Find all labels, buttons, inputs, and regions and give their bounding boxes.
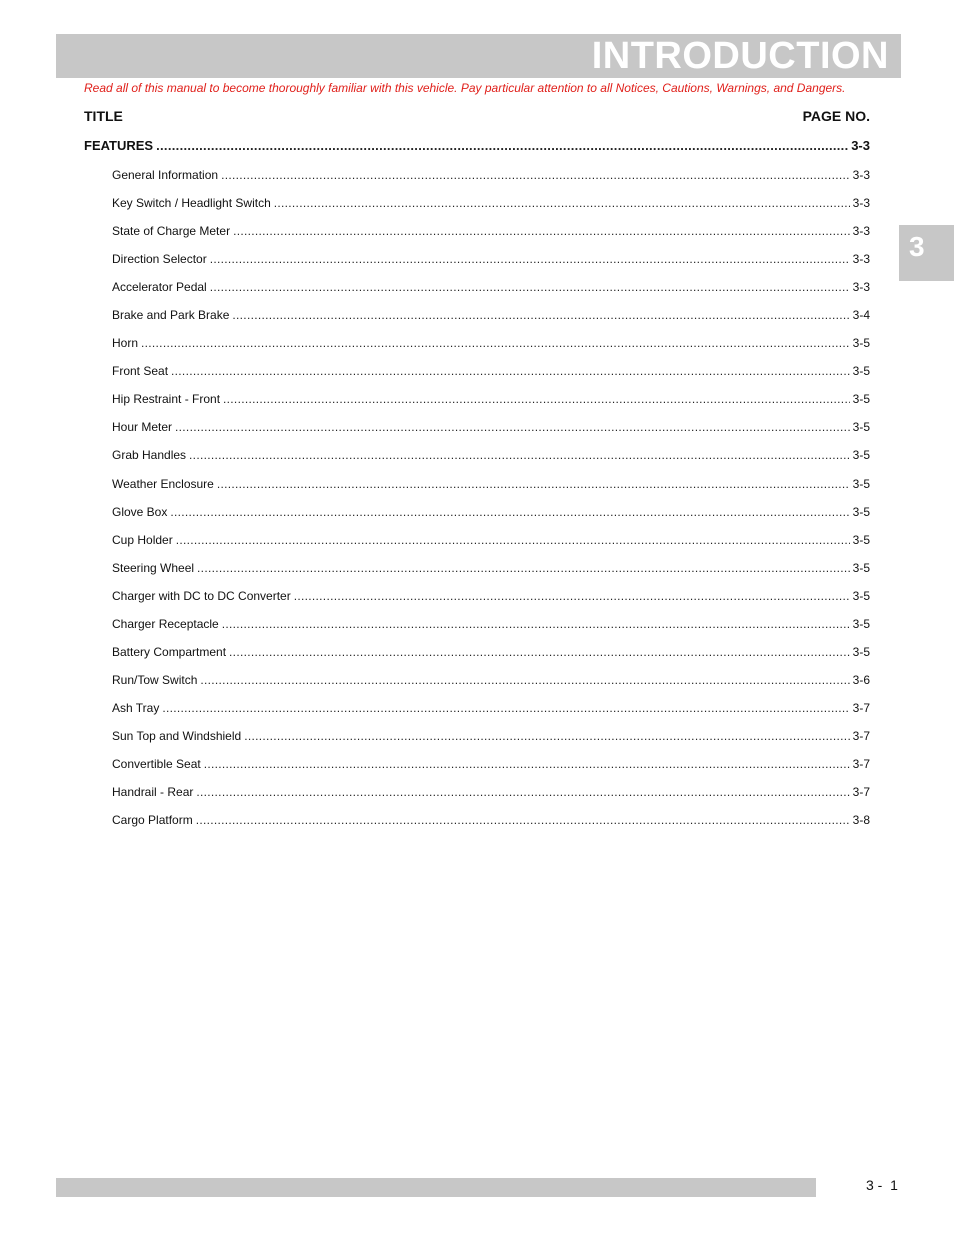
toc-item[interactable]	[84, 364, 870, 392]
toc-leader-dots	[210, 280, 850, 294]
toc-leader-dots	[233, 224, 850, 238]
toc-item-page: 3-5	[852, 644, 870, 659]
column-header-title: TITLE	[84, 108, 123, 124]
toc-section-label: FEATURES	[84, 138, 154, 153]
toc-item-page: 3-7	[852, 785, 870, 800]
toc-item-page: 3-3	[852, 168, 870, 182]
toc-item-label: Handrail - Rear	[112, 785, 194, 800]
toc-leader-dots	[221, 168, 850, 182]
toc-item[interactable]	[84, 757, 870, 785]
toc-leader-dots	[229, 645, 850, 659]
toc-leader-dots	[196, 785, 849, 799]
toc-leader-dots	[189, 448, 850, 462]
toc-item[interactable]	[84, 673, 870, 701]
toc-item-page: 3-5	[852, 504, 870, 519]
toc-item-label: Ash Tray	[112, 700, 160, 715]
toc-item-page: 3-5	[852, 532, 870, 547]
toc-item[interactable]	[84, 729, 870, 757]
toc-leader-dots	[162, 701, 849, 715]
toc-item-label: Grab Handles	[112, 448, 187, 463]
footer-page-number: 3 - 1	[866, 1177, 898, 1193]
toc-leader-dots	[196, 813, 850, 827]
toc-item[interactable]	[84, 392, 870, 420]
toc-leader-dots	[232, 308, 849, 322]
toc-item-label: Sun Top and Windshield	[112, 728, 242, 743]
header-bar	[56, 34, 901, 78]
toc-item-label: Glove Box	[112, 504, 168, 519]
toc-item-page: 3-5	[852, 560, 870, 575]
page-title: INTRODUCTION	[591, 35, 889, 77]
toc-item-page: 3-5	[852, 392, 870, 407]
toc-item[interactable]	[84, 336, 870, 364]
toc-item-label: Cargo Platform	[112, 813, 193, 828]
footer-bar	[56, 1178, 816, 1197]
toc-item[interactable]	[84, 252, 870, 280]
toc-item[interactable]	[84, 168, 870, 196]
toc-item[interactable]	[84, 589, 870, 617]
toc-item-page: 3-7	[852, 728, 870, 743]
toc-item-label: Hip Restraint - Front	[112, 392, 221, 407]
toc-item-label: Key Switch / Headlight Switch	[112, 196, 271, 211]
toc-leader-dots	[156, 138, 848, 153]
toc-item-label: Charger Receptacle	[112, 616, 219, 631]
toc-item[interactable]	[84, 280, 870, 308]
toc-leader-dots	[170, 505, 849, 519]
toc-item-label: Run/Tow Switch	[112, 672, 198, 687]
toc-leader-dots	[294, 589, 850, 603]
toc-item[interactable]	[84, 196, 870, 224]
intro-note: Read all of this manual to become thoroughly familiar with this vehicle. Pay particular attention to all Notices, Cautions, Warnings, and Dangers.	[84, 81, 846, 95]
toc-item-page: 3-5	[852, 364, 870, 379]
toc-item-page: 3-3	[852, 196, 870, 211]
toc-item-page: 3-3	[852, 252, 870, 267]
toc-item-page: 3-5	[852, 476, 870, 491]
toc-section-page: 3-3	[851, 138, 870, 153]
toc-item-label: Front Seat	[112, 364, 169, 379]
toc-item[interactable]	[84, 448, 870, 476]
toc-leader-dots	[176, 533, 850, 547]
toc-item-label: Steering Wheel	[112, 560, 195, 575]
toc-item-label: General Information	[112, 168, 219, 182]
column-header-page: PAGE NO.	[802, 108, 870, 124]
toc-item[interactable]	[84, 224, 870, 252]
toc-item-label: Battery Compartment	[112, 644, 227, 659]
toc-item[interactable]	[84, 477, 870, 505]
toc-item-label: Accelerator Pedal	[112, 280, 207, 295]
toc-item-page: 3-7	[852, 700, 870, 715]
toc-item[interactable]	[84, 813, 870, 841]
toc-item-page: 3-5	[852, 420, 870, 435]
toc-leader-dots	[204, 757, 850, 771]
toc-item-label: Convertible Seat	[112, 756, 201, 771]
toc-leader-dots	[175, 420, 850, 434]
toc-item-page: 3-5	[852, 336, 870, 351]
toc-item[interactable]	[84, 308, 870, 336]
toc-item-page: 3-3	[852, 224, 870, 239]
toc-item[interactable]	[84, 420, 870, 448]
toc-leader-dots	[274, 196, 850, 210]
chapter-tab	[899, 225, 954, 281]
toc-item[interactable]	[84, 505, 870, 533]
toc-item[interactable]	[84, 701, 870, 729]
toc-leader-dots	[141, 336, 850, 350]
toc-item[interactable]	[84, 533, 870, 561]
toc-section-features[interactable]	[84, 138, 870, 168]
toc-leader-dots	[210, 252, 850, 266]
toc-item-label: Hour Meter	[112, 420, 173, 435]
toc-leader-dots	[217, 477, 850, 491]
toc-item-page: 3-5	[852, 616, 870, 631]
toc-item[interactable]	[84, 617, 870, 645]
toc-item[interactable]	[84, 785, 870, 813]
toc-item-label: Cup Holder	[112, 532, 173, 547]
toc-item-page: 3-3	[852, 280, 870, 295]
toc-item-label: Direction Selector	[112, 252, 207, 267]
toc-item-page: 3-7	[852, 756, 870, 771]
toc-item[interactable]	[84, 561, 870, 589]
toc-leader-dots	[171, 364, 850, 378]
toc-item-label: Brake and Park Brake	[112, 308, 230, 323]
toc-item-label: State of Charge Meter	[112, 224, 231, 239]
table-of-contents	[84, 138, 870, 841]
toc-item-page: 3-5	[852, 448, 870, 463]
toc-leader-dots	[200, 673, 849, 687]
toc-leader-dots	[222, 617, 850, 631]
toc-item-list	[84, 168, 870, 841]
toc-item-page: 3-8	[852, 813, 870, 828]
toc-item[interactable]	[84, 645, 870, 673]
toc-item-label: Weather Enclosure	[112, 476, 214, 491]
toc-item-page: 3-5	[852, 588, 870, 603]
toc-item-label: Charger with DC to DC Converter	[112, 588, 291, 603]
toc-item-page: 3-4	[852, 308, 870, 323]
chapter-tab-number: 3	[909, 231, 925, 262]
toc-leader-dots	[244, 729, 849, 743]
toc-leader-dots	[223, 392, 850, 406]
toc-leader-dots	[197, 561, 850, 575]
toc-item-page: 3-6	[852, 672, 870, 687]
toc-item-label: Horn	[112, 336, 139, 351]
